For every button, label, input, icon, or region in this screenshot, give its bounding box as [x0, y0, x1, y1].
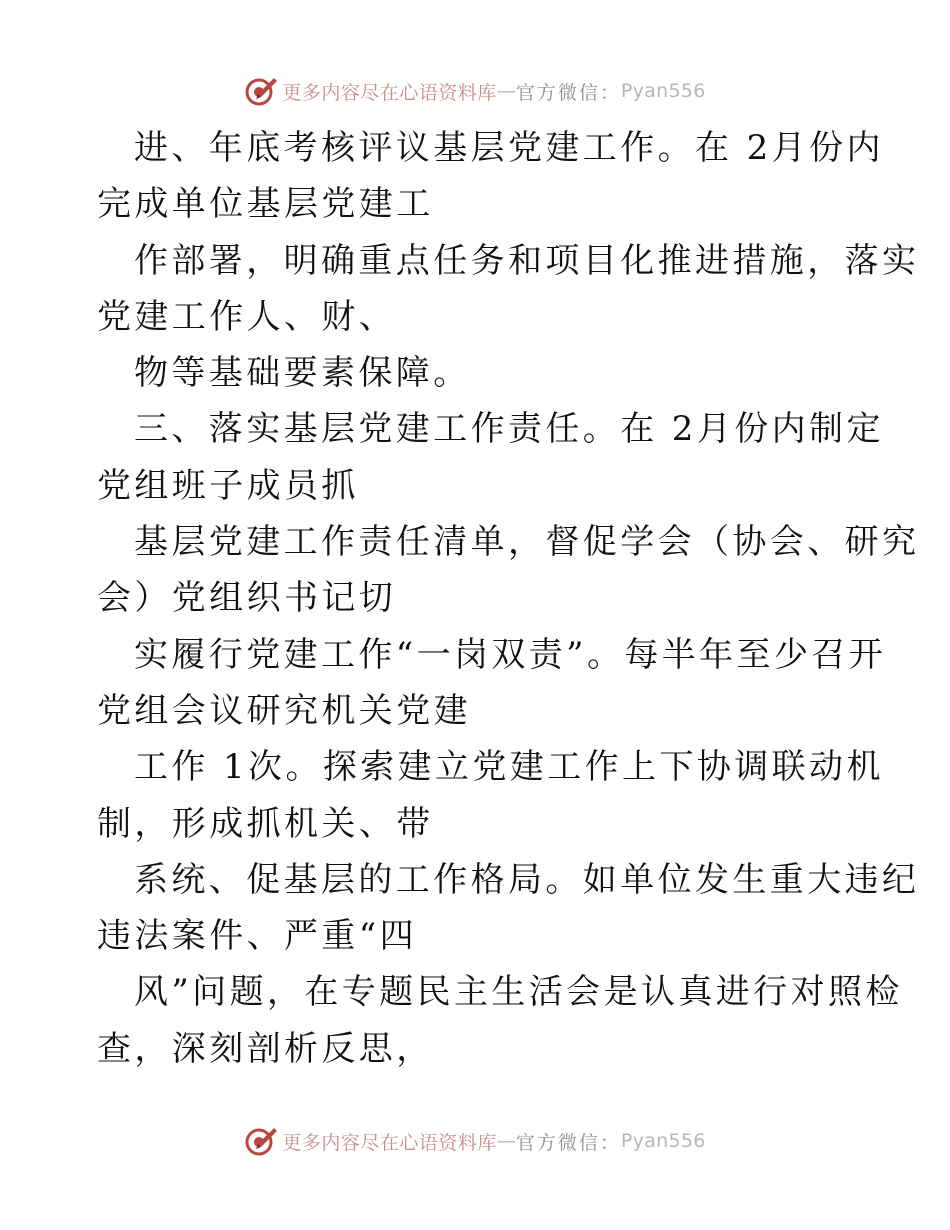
- text-line: 工作 1次。探索建立党建工作上下协调联动机: [134, 747, 884, 788]
- text-line: 会）党组织书记切: [97, 578, 397, 619]
- pen-logo-icon: [244, 74, 278, 108]
- text-line: 党建工作人、财、: [97, 296, 397, 337]
- watermark-wechat-label: 官方微信：: [515, 81, 621, 104]
- text-line: 作部署，明确重点任务和项目化推进措施，落实: [134, 240, 920, 281]
- section-heading-line: 三、落实基层党建工作责任。在 2月份内制定: [134, 409, 884, 450]
- watermark-text: 更多内容尽在心语资料库: [282, 81, 497, 104]
- text-line: 违法案件、严重“四: [97, 916, 417, 957]
- header-watermark: [0, 74, 950, 108]
- watermark-wechat-id: Pyan556: [620, 1130, 706, 1152]
- text-line: 党组会议研究机关党建: [97, 690, 471, 731]
- document-body: [97, 120, 920, 1077]
- pen-logo-icon: [244, 1124, 278, 1158]
- text-line: 系统、促基层的工作格局。如单位发生重大违纪: [134, 859, 920, 900]
- text-line: 基层党建工作责任清单，督促学会（协会、研究: [134, 522, 920, 563]
- text-line: 查，深刻剖析反思，: [97, 1028, 434, 1069]
- text-line: 党组班子成员抓: [97, 465, 359, 506]
- footer-watermark: [0, 1124, 950, 1158]
- watermark-wechat-id: Pyan556: [620, 80, 706, 102]
- watermark-dash: —: [496, 80, 516, 102]
- text-line: 物等基础要素保障。: [134, 353, 471, 394]
- text-line: 进、年底考核评议基层党建工作。在 2月份内: [134, 128, 884, 168]
- text-line: 完成单位基层党建工: [97, 184, 434, 225]
- watermark-wechat-label: 官方微信：: [515, 1131, 621, 1154]
- text-line: 实履行党建工作“一岗双责”。每半年至少召开: [134, 634, 887, 675]
- watermark-dash: —: [496, 1130, 516, 1152]
- text-line: 风”问题，在专题民主生活会是认真进行对照检: [134, 972, 903, 1013]
- watermark-text: 更多内容尽在心语资料库: [282, 1131, 497, 1154]
- text-line: 制，形成抓机关、带: [97, 803, 434, 844]
